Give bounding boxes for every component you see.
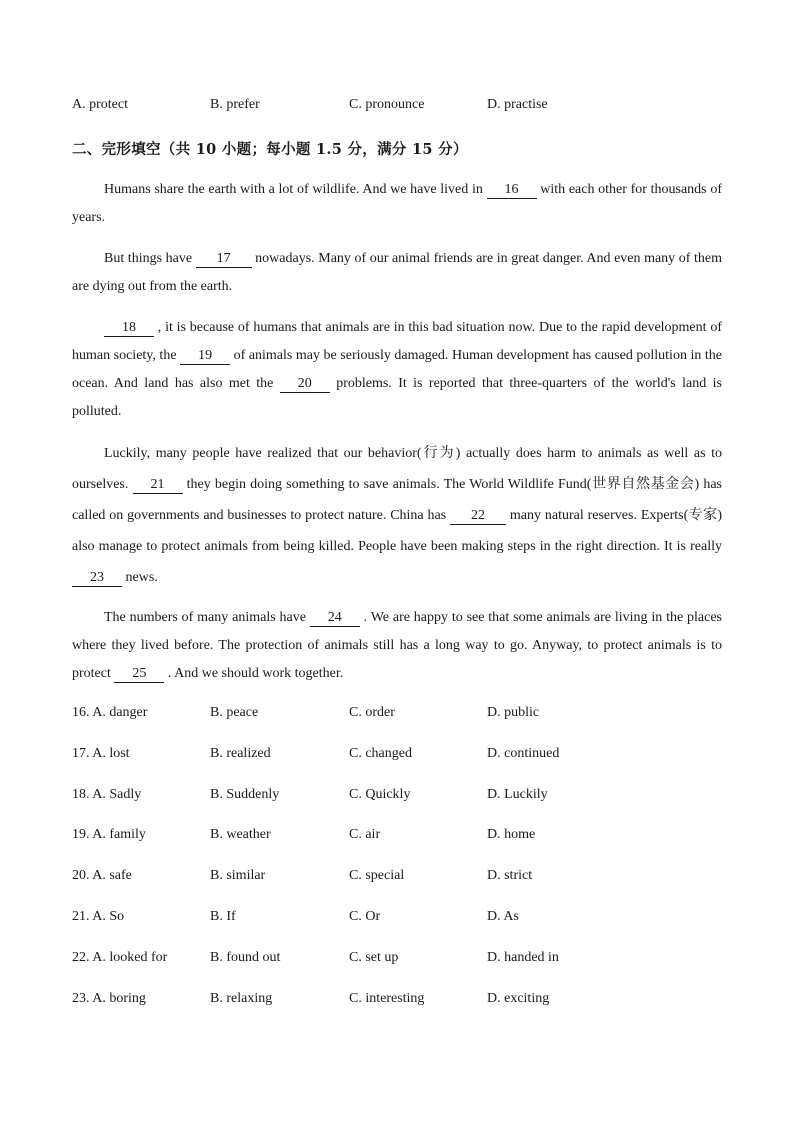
- blank-19: 19: [180, 348, 230, 365]
- option-c: C. Or: [349, 909, 381, 924]
- text: . We are happy to see that some animals are living in the places where they lived before. The protection of animals still has a long way to go. Anyway, to protect animals is to protect: [72, 610, 723, 681]
- option-c: C. interesting: [349, 991, 425, 1006]
- option-b: B. realized: [210, 746, 271, 761]
- option-b: B. relaxing: [210, 991, 273, 1006]
- option-c: C. order: [349, 705, 395, 720]
- option-c: C. set up: [349, 950, 399, 965]
- option-a: 20. A. safe: [72, 868, 132, 883]
- blank-17: 17: [196, 251, 252, 268]
- option-d: D. practise: [487, 97, 548, 112]
- text: of animals may be seriously damaged. Human development has caused pollution in the ocean. And land has also met the: [72, 348, 723, 391]
- blank-24: 24: [310, 610, 360, 627]
- blank-21: 21: [133, 477, 183, 494]
- option-b: B. similar: [210, 868, 266, 883]
- blank-25: 25: [114, 666, 164, 683]
- paragraph-2: [72, 245, 722, 301]
- option-a: 16. A. danger: [72, 705, 148, 720]
- option-b: B. peace: [210, 705, 259, 720]
- paragraph-4: [72, 438, 722, 593]
- text: Luckily, many people have realized that our behavior(行为) actually does harm to animals as well as to ourselves.: [72, 446, 722, 492]
- paragraph-1: [72, 176, 722, 232]
- blank-20: 20: [280, 376, 330, 393]
- option-a: 21. A. So: [72, 909, 125, 924]
- text: news.: [122, 570, 158, 585]
- text: many natural reserves. Experts(专家) also manage to protect animals from being killed. People have been making steps in the right direction. It is really: [72, 508, 722, 554]
- option-c: C. changed: [349, 746, 412, 761]
- section-title: 二、完形填空（共 10 小题；每小题 1.5 分，满分 15 分）: [72, 141, 468, 158]
- option-c: C. air: [349, 827, 381, 842]
- text: with each other for thousands of years.: [72, 182, 722, 225]
- option-d: D. exciting: [487, 991, 550, 1006]
- text: Humans share the earth with a lot of wildlife. And we have lived in: [104, 182, 487, 197]
- option-d: D. As: [487, 909, 519, 924]
- option-d: D. Luckily: [487, 787, 548, 802]
- blank-23: 23: [72, 570, 122, 587]
- option-c: C. pronounce: [349, 97, 425, 112]
- text: problems. It is reported that three-quarters of the world's land is polluted.: [72, 376, 722, 419]
- paragraph-3: [72, 314, 722, 426]
- option-a: 23. A. boring: [72, 991, 146, 1006]
- blank-16: 16: [487, 182, 537, 199]
- option-a: 22. A. looked for: [72, 950, 168, 965]
- option-b: B. prefer: [210, 97, 260, 112]
- option-d: D. handed in: [487, 950, 559, 965]
- option-d: D. home: [487, 827, 536, 842]
- option-d: D. continued: [487, 746, 560, 761]
- option-c: C. Quickly: [349, 787, 411, 802]
- text: nowadays. Many of our animal friends are in great danger. And even many of them are dying out from the earth.: [72, 251, 722, 294]
- text: , it is because of humans that animals are in this bad situation now. Due to the rapid development of human society, the: [72, 320, 722, 363]
- text: they begin doing something to save animals. The World Wildlife Fund(世界自然基金会) has called on governments and businesses to protect nature. China has: [72, 477, 722, 523]
- option-b: B. found out: [210, 950, 281, 965]
- option-a: 19. A. family: [72, 827, 146, 842]
- option-b: B. If: [210, 909, 236, 924]
- option-a: 17. A. lost: [72, 746, 130, 761]
- option-b: B. Suddenly: [210, 787, 280, 802]
- option-a: A. protect: [72, 97, 128, 112]
- text: But things have: [104, 251, 196, 266]
- option-d: D. strict: [487, 868, 533, 883]
- option-a: 18. A. Sadly: [72, 787, 142, 802]
- option-b: B. weather: [210, 827, 271, 842]
- text: The numbers of many animals have: [104, 610, 310, 625]
- paragraph-5: [72, 604, 722, 688]
- blank-22: 22: [450, 508, 506, 525]
- text: . And we should work together.: [164, 666, 344, 681]
- blank-18: 18: [104, 320, 154, 337]
- option-c: C. special: [349, 868, 405, 883]
- option-d: D. public: [487, 705, 540, 720]
